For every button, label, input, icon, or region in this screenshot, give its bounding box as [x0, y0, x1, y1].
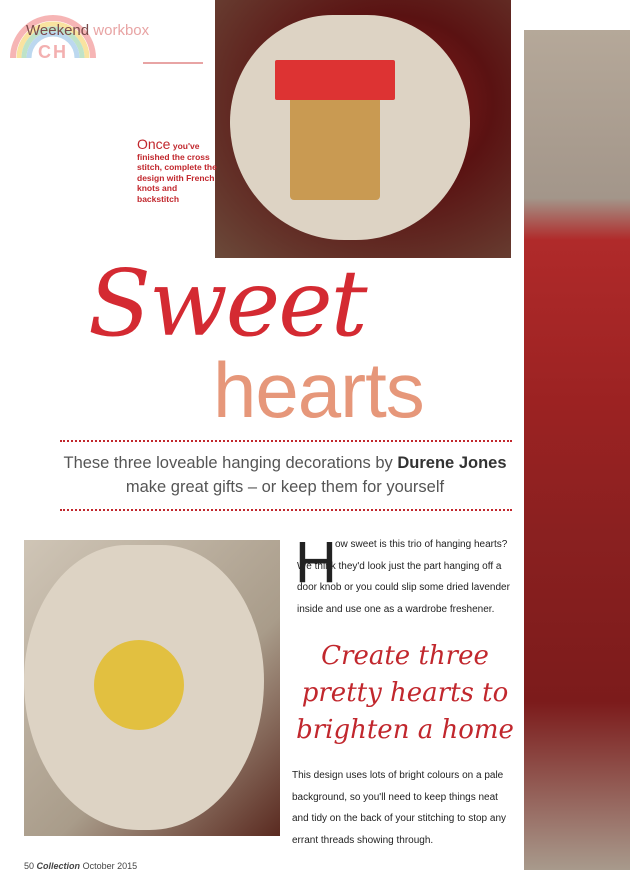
page-footer — [24, 861, 137, 871]
photo-caption — [137, 136, 217, 204]
section-suffix: workbox — [93, 22, 150, 39]
photo-fabric-hoop — [524, 30, 630, 870]
drop-cap: H — [295, 530, 337, 595]
author-name: Durene Jones — [397, 454, 507, 472]
caption-text: you've finished the cross stitch, complete the design with French knots and backstitch — [137, 141, 217, 204]
section-prefix: Weekend — [26, 22, 90, 39]
photo-house-heart — [215, 0, 511, 258]
title-line-1: Sweet — [88, 250, 366, 357]
divider-top — [60, 440, 512, 442]
magazine-name: Collection — [36, 861, 81, 871]
page-number: 50 — [24, 861, 35, 871]
caption-lead: Once — [137, 136, 171, 152]
divider-bottom — [60, 509, 512, 511]
logo-letters: CH — [38, 42, 68, 62]
photo-flower-heart — [24, 540, 280, 836]
intro-paragraph: ow sweet is this trio of hanging hearts? We think they'd look just the part hanging off a door knob or you could slip some dried lavender inside and use one as a wardrobe freshener. — [297, 539, 510, 615]
body-paragraph: This design uses lots of bright colours on a pale background, so you'll need to keep things neat and tidy on the back of your stitching to stop any errant threads showing through. — [292, 770, 507, 846]
standfirst-post: make great gifts – or keep them for yourself — [125, 478, 445, 496]
pull-quote: Create three pretty hearts to brighten a home — [296, 641, 514, 745]
title-line-2: hearts — [213, 346, 424, 434]
section-label — [26, 22, 149, 39]
issue-date: October 2015 — [82, 861, 138, 871]
standfirst-pre: These three loveable hanging decorations by — [63, 454, 393, 472]
standfirst — [40, 451, 530, 499]
